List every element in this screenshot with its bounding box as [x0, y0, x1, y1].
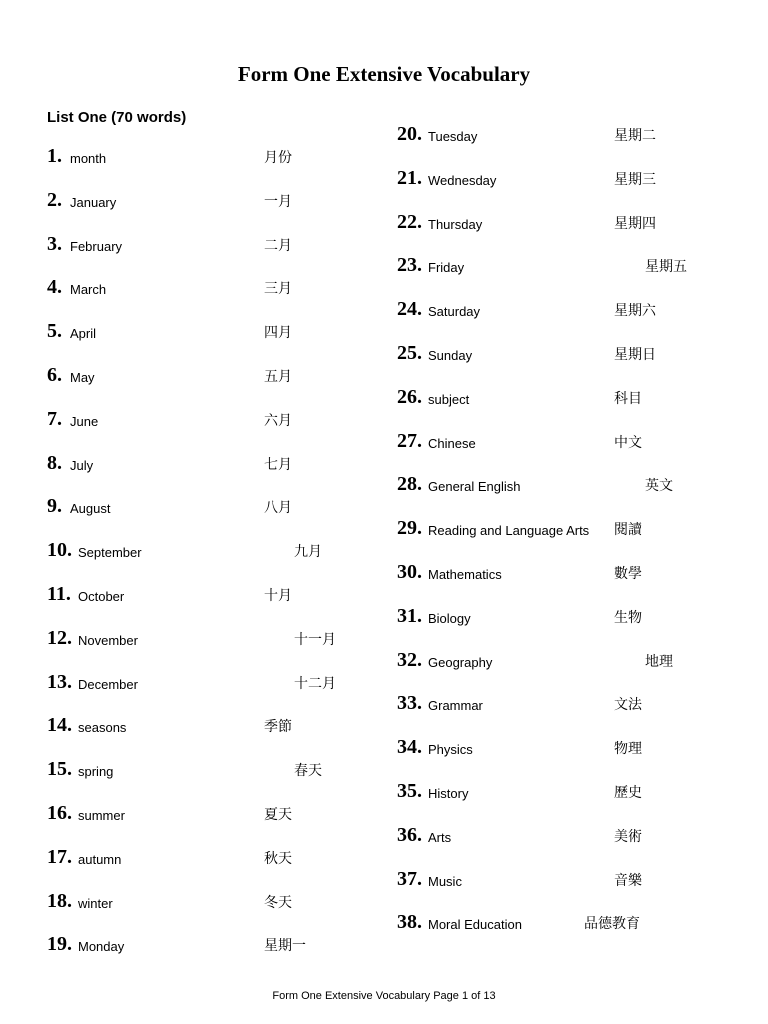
vocab-entry — [397, 903, 717, 933]
vocab-entry — [397, 509, 717, 539]
english-word: February — [70, 238, 123, 254]
chinese-translation: 四月 — [264, 325, 292, 342]
vocab-entry — [397, 422, 717, 452]
chinese-translation: 物理 — [614, 741, 642, 758]
vocab-entry — [397, 728, 717, 758]
entry-number: 20. — [397, 123, 422, 145]
chinese-translation: 冬天 — [264, 894, 292, 911]
entry-number: 2. — [47, 188, 62, 211]
entry-number: 12. — [47, 626, 72, 649]
chinese-translation: 星期一 — [264, 938, 306, 955]
vocab-entry — [47, 137, 367, 167]
english-word: March — [70, 282, 107, 298]
english-word: seasons — [78, 720, 127, 736]
entry-number: 36. — [397, 823, 422, 846]
english-word: month — [70, 151, 107, 166]
list-heading: List One (70 words) — [47, 109, 187, 126]
entry-number: 34. — [397, 736, 422, 759]
entry-number: 11. — [47, 583, 71, 605]
english-word: Monday — [78, 939, 125, 955]
entry-number: 16. — [47, 802, 72, 824]
entry-number: 30. — [397, 561, 422, 583]
english-word: August — [70, 501, 111, 517]
entry-number: 26. — [397, 385, 422, 408]
entry-number: 19. — [47, 933, 72, 956]
vocab-entry — [397, 772, 717, 802]
vocab-entry — [397, 597, 717, 627]
english-word: Tuesday — [428, 129, 478, 144]
chinese-translation: 星期六 — [614, 303, 656, 320]
english-word: Wednesday — [428, 172, 497, 188]
chinese-translation: 數學 — [614, 566, 642, 582]
entry-number: 15. — [47, 758, 72, 781]
chinese-translation: 二月 — [264, 237, 292, 254]
english-word: Saturday — [428, 304, 481, 320]
vocab-entry — [47, 487, 367, 517]
vocab-entry — [47, 794, 367, 824]
vocab-entry — [47, 181, 367, 211]
chinese-translation: 七月 — [264, 456, 292, 473]
chinese-translation: 音樂 — [614, 872, 642, 889]
vocab-entry — [47, 225, 367, 255]
vocab-entry — [397, 115, 717, 145]
english-word: Geography — [428, 654, 493, 670]
english-word: subject — [428, 391, 470, 407]
english-word: Chinese — [428, 435, 476, 451]
english-word: Biology — [428, 610, 471, 626]
entry-number: 17. — [47, 845, 72, 868]
chinese-translation: 地理 — [645, 653, 673, 670]
entry-number: 21. — [397, 166, 422, 189]
chinese-translation: 秋天 — [264, 850, 292, 867]
english-word: spring — [78, 764, 114, 780]
chinese-translation: 品德教育 — [584, 916, 640, 933]
vocab-entry — [47, 750, 367, 780]
vocab-entry — [47, 706, 367, 736]
entry-number: 28. — [397, 473, 422, 496]
chinese-translation: 三月 — [264, 281, 292, 298]
chinese-translation: 星期日 — [614, 347, 656, 363]
chinese-translation: 科目 — [614, 390, 642, 407]
chinese-translation: 十二月 — [294, 675, 336, 692]
entry-number: 3. — [47, 232, 62, 255]
vocab-entry — [397, 378, 717, 408]
vocab-entry — [397, 203, 717, 233]
entry-number: 32. — [397, 648, 422, 671]
vocab-entry — [397, 684, 717, 714]
chinese-translation: 六月 — [264, 412, 292, 429]
english-word: History — [428, 786, 469, 801]
entry-number: 13. — [47, 670, 72, 693]
vocab-entry — [47, 268, 367, 298]
chinese-translation: 季節 — [264, 719, 292, 736]
vocab-entry — [47, 575, 367, 605]
entry-number: 37. — [397, 867, 422, 890]
english-word: Thursday — [428, 216, 483, 232]
english-word: January — [70, 194, 117, 210]
english-word: April — [70, 326, 97, 342]
vocab-entry — [397, 553, 717, 583]
entry-number: 33. — [397, 692, 422, 715]
chinese-translation: 閱讀 — [614, 522, 642, 539]
english-word: Moral Education — [428, 917, 522, 933]
chinese-translation: 一月 — [264, 193, 292, 210]
english-word: Reading and Language Arts — [428, 523, 590, 539]
chinese-translation: 月份 — [264, 150, 292, 166]
vocab-entry — [397, 334, 717, 364]
entry-number: 14. — [47, 714, 72, 737]
entry-number: 9. — [47, 495, 62, 518]
entry-number: 8. — [47, 451, 62, 474]
english-word: October — [78, 589, 125, 604]
english-word: May — [70, 370, 95, 385]
entry-number: 23. — [397, 254, 422, 277]
vocab-entry — [397, 246, 717, 276]
entry-number: 25. — [397, 342, 422, 364]
english-word: September — [78, 545, 142, 561]
entry-number: 27. — [397, 429, 422, 452]
entry-number: 10. — [47, 539, 72, 562]
chinese-translation: 十月 — [264, 588, 292, 604]
chinese-translation: 文法 — [614, 697, 642, 714]
vocab-entry — [397, 860, 717, 890]
vocab-entry — [397, 816, 717, 846]
english-word: Grammar — [428, 698, 483, 714]
entry-number: 29. — [397, 517, 422, 540]
english-word: Arts — [428, 829, 452, 845]
vocab-entry — [47, 312, 367, 342]
chinese-translation: 九月 — [294, 544, 322, 561]
english-word: winter — [78, 895, 113, 911]
entry-number: 18. — [47, 889, 72, 912]
vocab-entry — [397, 641, 717, 671]
english-word: Physics — [428, 742, 473, 758]
vocab-entry — [397, 290, 717, 320]
vocab-entry — [47, 444, 367, 474]
entry-number: 7. — [47, 407, 62, 430]
vocab-entry — [47, 400, 367, 430]
vocab-entry — [47, 882, 367, 912]
chinese-translation: 星期五 — [645, 259, 687, 276]
chinese-translation: 十一月 — [294, 631, 336, 648]
chinese-translation: 生物 — [614, 609, 642, 626]
chinese-translation: 美術 — [614, 828, 642, 845]
chinese-translation: 八月 — [264, 500, 292, 517]
vocab-entry — [47, 838, 367, 868]
vocab-entry — [397, 465, 717, 495]
entry-number: 38. — [397, 911, 422, 934]
entry-number: 1. — [47, 145, 62, 167]
document-title: Form One Extensive Vocabulary — [237, 62, 531, 86]
chinese-translation: 星期二 — [614, 128, 656, 144]
chinese-translation: 英文 — [645, 478, 673, 495]
english-word: summer — [78, 808, 125, 823]
chinese-translation: 五月 — [264, 369, 292, 385]
page-footer: Form One Extensive Vocabulary Page 1 of 13 — [272, 990, 496, 1002]
english-word: Mathematics — [428, 567, 502, 582]
english-word: Music — [428, 873, 462, 889]
entry-number: 35. — [397, 780, 422, 802]
chinese-translation: 夏天 — [264, 807, 292, 823]
entry-number: 31. — [397, 604, 422, 627]
english-word: General English — [428, 479, 521, 495]
chinese-translation: 中文 — [614, 434, 642, 451]
english-word: June — [70, 413, 99, 429]
vocab-entry — [47, 531, 367, 561]
english-word: December — [78, 676, 138, 692]
english-word: Sunday — [428, 348, 473, 363]
english-word: Friday — [428, 260, 465, 276]
vocab-entry — [47, 356, 367, 386]
entry-number: 4. — [47, 276, 62, 299]
vocab-entry — [47, 663, 367, 693]
vocab-entry — [397, 159, 717, 189]
vocab-entry — [47, 925, 367, 955]
entry-number: 24. — [397, 298, 422, 321]
vocab-entry — [47, 619, 367, 649]
english-word: July — [70, 457, 94, 473]
entry-number: 22. — [397, 210, 422, 233]
chinese-translation: 歷史 — [614, 785, 642, 801]
entry-number: 6. — [47, 364, 62, 386]
entry-number: 5. — [47, 320, 62, 343]
chinese-translation: 春天 — [294, 763, 322, 780]
chinese-translation: 星期三 — [614, 171, 656, 188]
english-word: November — [78, 632, 138, 648]
english-word: autumn — [78, 851, 122, 867]
chinese-translation: 星期四 — [614, 215, 656, 232]
